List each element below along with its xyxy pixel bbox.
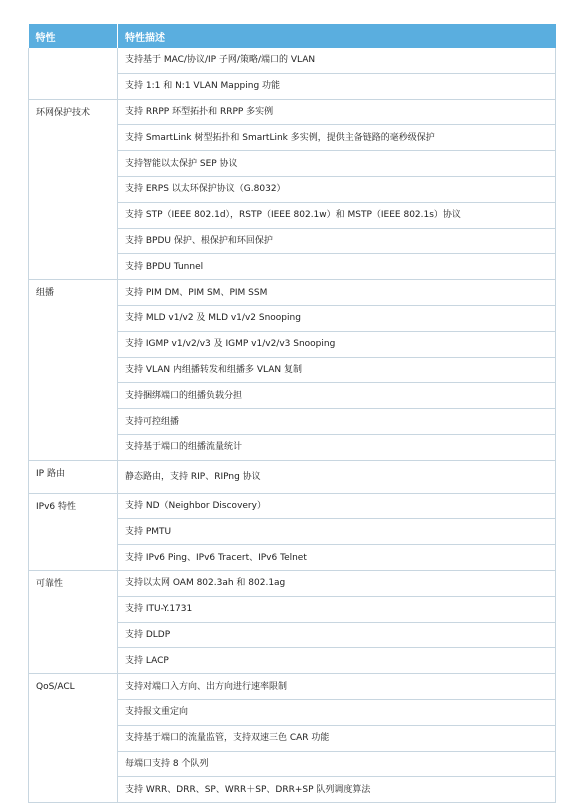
feature-description: 支持智能以太保护 SEP 协议 [118, 151, 556, 177]
feature-description: 支持 ITU-Y.1731 [118, 596, 556, 622]
table-row [29, 99, 556, 125]
feature-description: 每端口支持 8 个队列 [118, 751, 556, 777]
feature-category: QoS/ACL [29, 674, 118, 803]
table-header-row [29, 24, 556, 48]
feature-description: 静态路由，支持 RIP、RIPng 协议 [118, 460, 556, 493]
feature-description: 支持 STP（IEEE 802.1d），RSTP（IEEE 802.1w）和 MSTP（IEEE 802.1s）协议 [118, 202, 556, 228]
header-feature: 特性 [29, 24, 118, 48]
table-row [29, 493, 556, 519]
feature-description: 支持对端口入方向、出方向进行速率限制 [118, 674, 556, 700]
feature-description: 支持 MLD v1/v2 及 MLD v1/v2 Snooping [118, 305, 556, 331]
feature-description: 支持捆绑端口的组播负载分担 [118, 383, 556, 409]
feature-description: 支持 SmartLink 树型拓扑和 SmartLink 多实例，提供主备链路的毫秒级保护 [118, 125, 556, 151]
feature-category: 环网保护技术 [29, 99, 118, 280]
feature-table-container [28, 24, 555, 803]
feature-description: 支持 VLAN 内组播转发和组播多 VLAN 复制 [118, 357, 556, 383]
feature-category [29, 48, 118, 99]
feature-table [28, 24, 556, 803]
feature-description: 支持 WRR、DRR、SP、WRR＋SP、DRR+SP 队列调度算法 [118, 777, 556, 803]
table-row [29, 280, 556, 306]
feature-description: 支持可控组播 [118, 409, 556, 435]
table-row [29, 48, 556, 73]
feature-description: 支持以太网 OAM 802.3ah 和 802.1ag [118, 570, 556, 596]
feature-category: IPv6 特性 [29, 493, 118, 570]
feature-description: 支持 1:1 和 N:1 VLAN Mapping 功能 [118, 73, 556, 99]
feature-description: 支持 IPv6 Ping、IPv6 Tracert、IPv6 Telnet [118, 545, 556, 571]
table-row [29, 460, 556, 493]
table-body [29, 48, 556, 803]
feature-description: 支持 ND（Neighbor Discovery） [118, 493, 556, 519]
feature-description: 支持基于端口的组播流量统计 [118, 434, 556, 460]
feature-description: 支持 ERPS 以太环保护协议（G.8032） [118, 176, 556, 202]
feature-category: 可靠性 [29, 570, 118, 673]
feature-description: 支持基于端口的流量监管，支持双速三色 CAR 功能 [118, 725, 556, 751]
feature-description: 支持 PIM DM、PIM SM、PIM SSM [118, 280, 556, 306]
feature-category: 组播 [29, 280, 118, 461]
feature-description: 支持 DLDP [118, 622, 556, 648]
header-description: 特性描述 [118, 24, 556, 48]
feature-description: 支持 BPDU Tunnel [118, 254, 556, 280]
feature-description: 支持 BPDU 保护、根保护和环回保护 [118, 228, 556, 254]
feature-description: 支持基于 MAC/协议/IP 子网/策略/端口的 VLAN [118, 48, 556, 73]
table-row [29, 570, 556, 596]
table-row [29, 674, 556, 700]
feature-description: 支持 IGMP v1/v2/v3 及 IGMP v1/v2/v3 Snooping [118, 331, 556, 357]
feature-description: 支持 PMTU [118, 519, 556, 545]
feature-category: IP 路由 [29, 460, 118, 493]
feature-description: 支持报文重定向 [118, 699, 556, 725]
feature-description: 支持 RRPP 环型拓扑和 RRPP 多实例 [118, 99, 556, 125]
feature-description: 支持 LACP [118, 648, 556, 674]
